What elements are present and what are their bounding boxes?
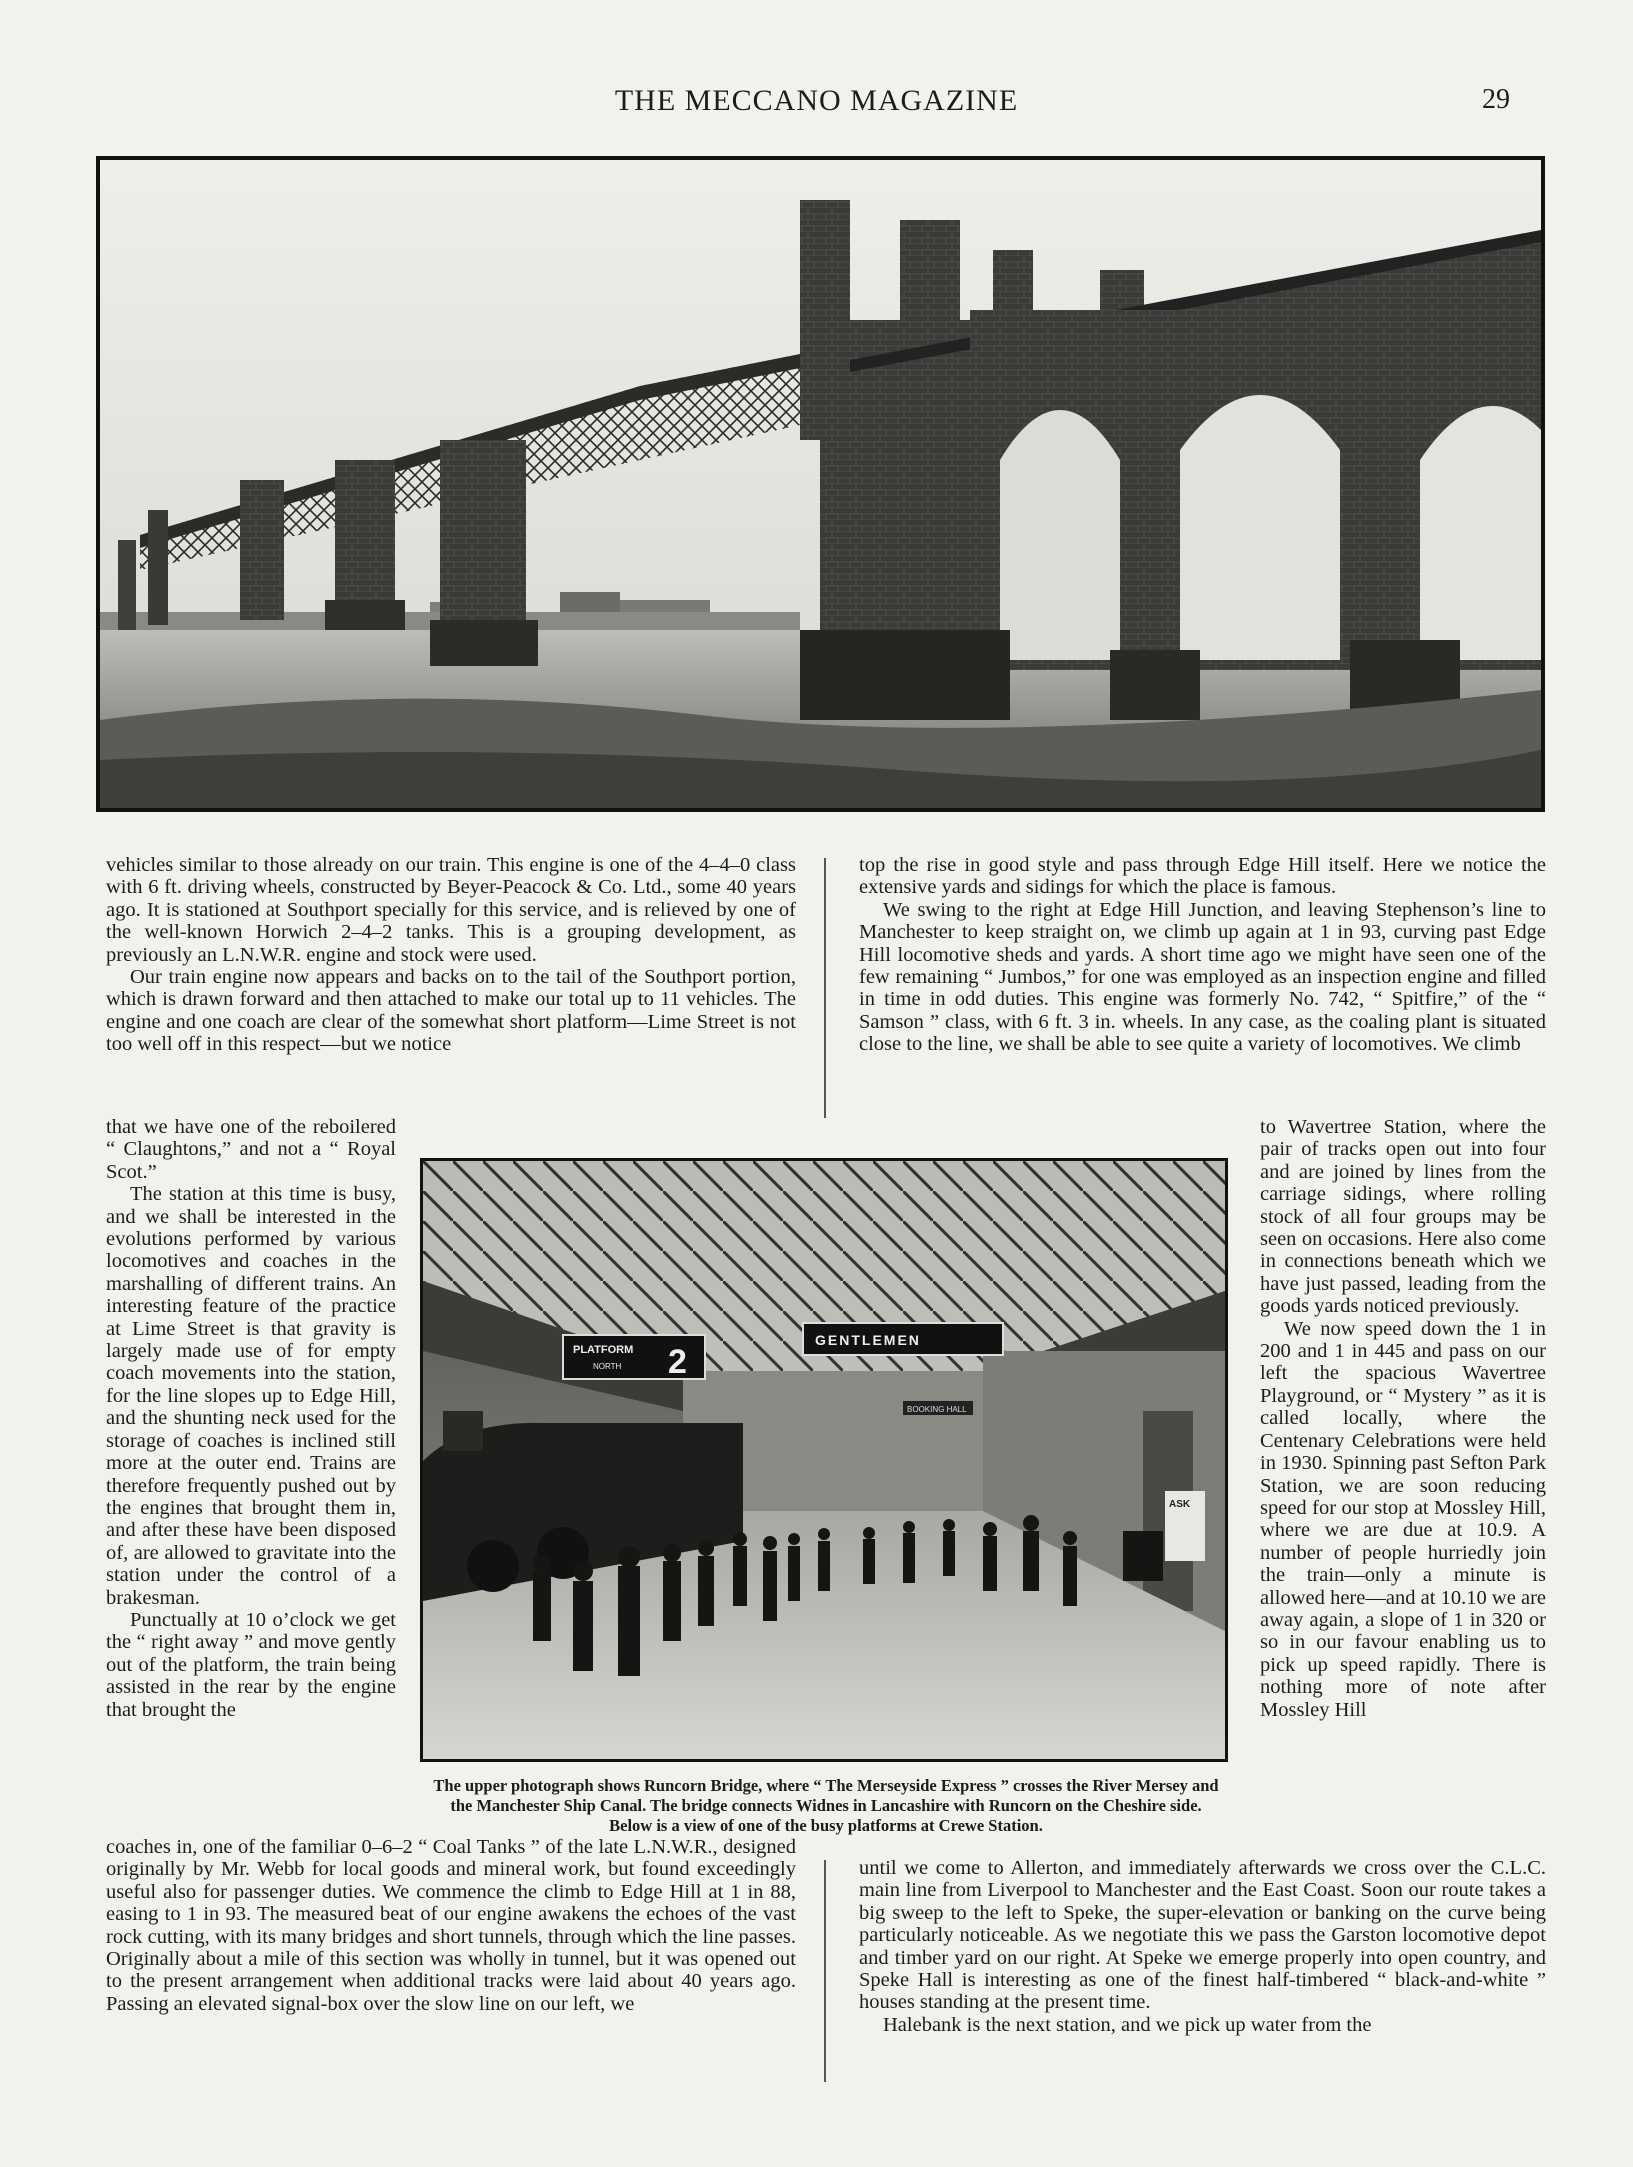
paragraph: The station at this time is busy, and we shall be interested in the evolutions performed by various locomotives and coaches in the marshalling of different trains. An interesting feature of the practice at Lime Street is that gravity is largely made use of for empty coach movements into the station, for the line slopes up to Edge Hill, and the shunting neck used for the storage of coaches is inclined still more at the outer end. Trains are therefore frequently pushed out by the engines that brought them in, and after these have been disposed of, are allowed to gravitate into the station under the control of a brakesman. [106,1183,396,1609]
runcorn-bridge-photo [96,156,1545,812]
paragraph: Punctually at 10 o’clock we get the “ right away ” and move gently out of the platform, the train being assisted in the rear by the engine that brought the [106,1608,396,1721]
platform-sign-number: 2 [668,1343,687,1381]
paragraph: We now speed down the 1 in 200 and 1 in 445 and pass on our left the spacious Wavertree Playground, or “ Mystery ” as it is called locally, where the Centenary Celebrations were held in 1930. Spinning past Sefton Park Station, we are soon reducing speed for our stop at Mossley Hill, where we are due at 10.9. A number of people hurriedly join the train—only a minute is allowed here—and at 10.10 we are away again, a slope of 1 in 320 or so in our favour enabling us to pick up speed rapidly. There is nothing more of note after Mossley Hill [1260,1317,1546,1721]
paragraph: that we have one of the reboilered “ Claughtons,” and not a “ Royal Scot.” [106,1116,396,1183]
ask-sign: ASK [1169,1499,1191,1510]
paragraph: Halebank is the next station, and we pick up water from the [883,2013,1372,2036]
left-column-top [106,854,796,1056]
paragraph: vehicles similar to those already on our train. This engine is one of the 4–4–0 class with 6 ft. driving wheels, constructed by Beyer-Peacock & Co. Ltd., some 40 years ago. It is stationed at Southport specially for this service, and is relieved by one of the well-known Horwich 2–4–2 tanks. This is a grouping development, as previously an L.N.W.R. engine and stock were used. [106,854,796,966]
left-column-bottom [106,1836,796,2015]
right-column-bottom [859,1857,1546,2036]
paragraph: We swing to the right at Edge Hill Junction, and leaving Stephenson’s line to Manchester to keep straight on, we climb up again at 1 in 93, curving past Edge Hill locomotive sheds and yards. A short time ago we might have seen one of the few remaining “ Jumbos,” for one was employed as an inspection engine and filled in time in odd duties. This engine was formerly No. 742, “ Spitfire,” of the “ Samson ” class, with 6 ft. 3 in. wheels. In any case, as the coaling plant is situated close to the line, we shall be able to see quite a variety of locomotives. We climb [859,898,1546,1056]
column-rule [824,858,826,1118]
crewe-platform-photo [420,1158,1228,1762]
paragraph: Our train engine now appears and backs on to the tail of the Southport portion, which is drawn forward and then attached to make our total up to 11 vehicles. The engine and one coach are clear of the somewhat short platform—Lime Street is not too well off in this respect—but we notice [106,966,796,1056]
paragraph: top the rise in good style and pass through Edge Hill itself. Here we notice the extensive yards and sidings for which the place is famous. [859,854,1546,899]
platform-sign-label: PLATFORM [573,1344,634,1356]
platform-sign-sub: NORTH [593,1362,622,1371]
paragraph: to Wavertree Station, where the pair of tracks open out into four and are joined by lines from the carriage sidings, where rolling stock of all four groups may be seen on occasions. Here also come in connections beneath which we have just passed, leading from the goods yards noticed previously. [1260,1116,1546,1318]
page-number: 29 [1482,84,1510,115]
right-column-top [859,854,1546,1056]
paragraph: until we come to Allerton, and immediately afterwards we cross over the C.L.C. main line from Liverpool to Manchester and the East Coast. Soon our route takes a big sweep to the left to Speke, the super-elevation or banking on the curve being particularly noticeable. As we negotiate this we pass the Garston locomotive depot and timber yard on our right. At Speke we emerge properly into open country, and Speke Hall is interesting as one of the finest half-timbered “ black-and-white ” houses standing at the present time. [859,1857,1546,2014]
right-column-narrow [1260,1116,1546,1721]
left-column-narrow [106,1116,396,1721]
gentlemen-sign-text: GENTLEMEN [815,1332,921,1348]
photo-caption: The upper photograph shows Runcorn Bridge, where “ The Merseyside Express ” crosses the River Mersey and the Manchester Ship Canal. The bridge connects Widnes in Lancashire with Runcorn on the Cheshire side. Below is a view of one of the busy platforms at Crewe Station. [433,1776,1219,1835]
page-title: THE MECCANO MAGAZINE [614,84,1019,117]
paragraph: coaches in, one of the familiar 0–6–2 “ Coal Tanks ” of the late L.N.W.R., designed originally by Mr. Webb for local goods and mineral work, but found exceedingly useful also for passenger duties. We commence the climb to Edge Hill at 1 in 88, easing to 1 in 93. The measured beat of our engine awakens the echoes of the vast rock cutting, with its many bridges and short tunnels, through which the line passes. Originally about a mile of this section was wholly in tunnel, but it was opened out to the present arrangement when additional tracks were laid about 40 years ago. Passing an elevated signal-box over the slow line on our left, we [106,1836,796,2015]
booking-hall-sign: BOOKING HALL [907,1405,967,1414]
column-rule [824,1860,826,2082]
